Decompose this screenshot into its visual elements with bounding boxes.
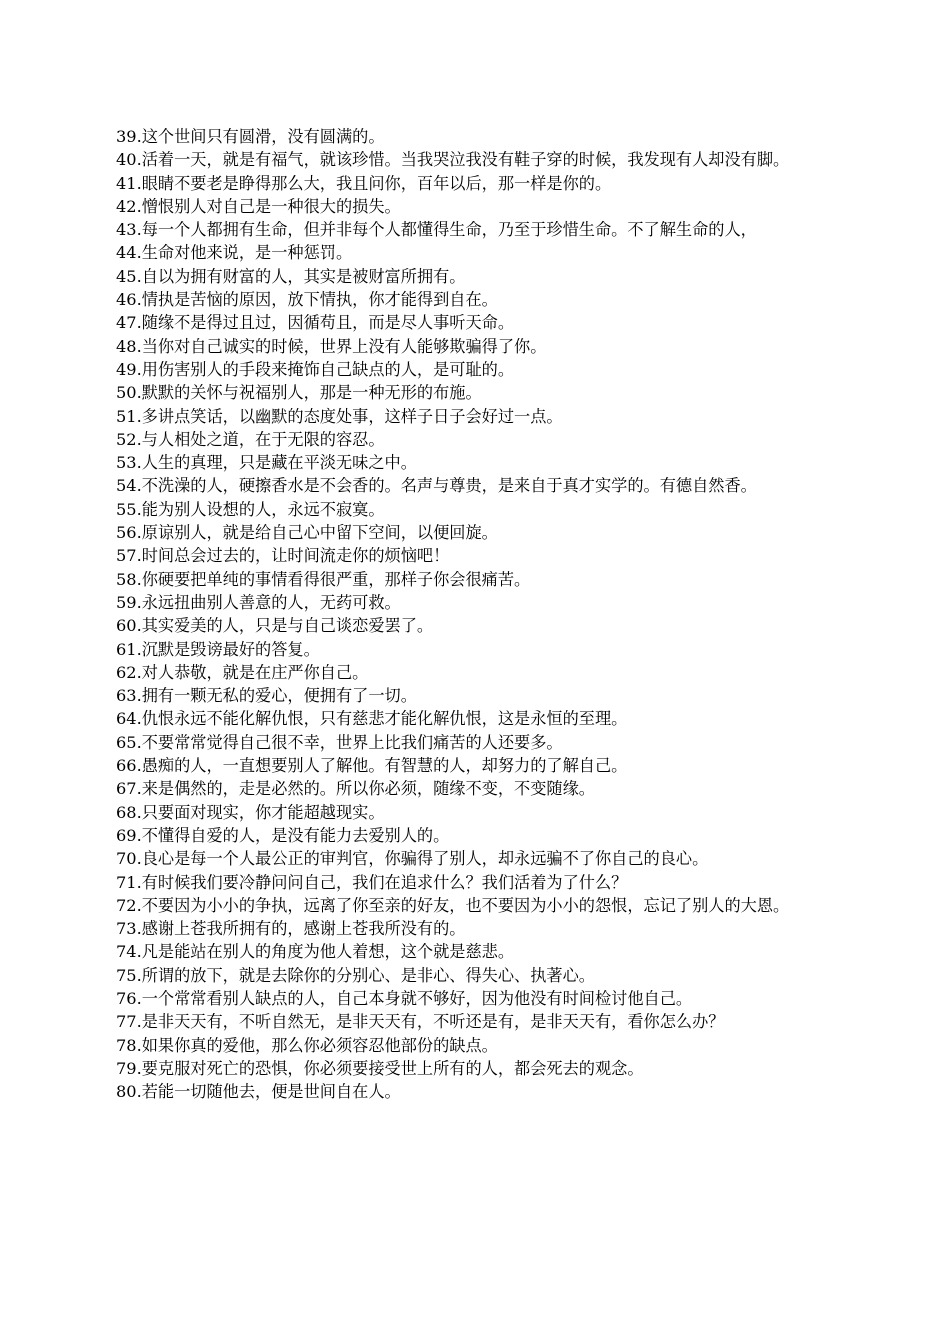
quote-line: 71.有时候我们要冷静问问自己，我们在追求什么？我们活着为了什么？ (116, 872, 628, 892)
quote-line: 58.你硬要把单纯的事情看得很严重，那样子你会很痛苦。 (116, 569, 531, 589)
quote-line: 40.活着一天，就是有福气，就该珍惜。当我哭泣我没有鞋子穿的时候，我发现有人却没有脚。 (116, 150, 790, 170)
quote-line: 49.用伤害别人的手段来掩饰自己缺点的人，是可耻的。 (116, 359, 515, 379)
quote-line: 63.拥有一颗无私的爱心，便拥有了一切。 (116, 686, 417, 706)
quote-line: 79.要克服对死亡的恐惧，你必须要接受世上所有的人，都会死去的观念。 (116, 1058, 644, 1078)
quote-line: 59.永远扭曲别人善意的人，无药可救。 (116, 592, 401, 612)
quote-line: 42.憎恨别人对自己是一种很大的损失。 (116, 196, 401, 216)
quote-line: 41.眼睛不要老是睁得那么大，我且问你，百年以后，那一样是你的。 (116, 173, 612, 193)
quote-line: 60.其实爱美的人，只是与自己谈恋爱罢了。 (116, 616, 434, 636)
quote-line: 77.是非天天有，不听自然无，是非天天有，不听还是有，是非天天有，看你怎么办？ (116, 1012, 725, 1032)
quote-line: 78.如果你真的爱他，那么你必须容忍他部份的缺点。 (116, 1035, 498, 1055)
quote-line: 53.人生的真理，只是藏在平淡无味之中。 (116, 453, 417, 473)
quote-line: 52.与人相处之道，在于无限的容忍。 (116, 429, 385, 449)
quote-line: 69.不懂得自爱的人，是没有能力去爱别人的。 (116, 825, 450, 845)
quote-line: 76.一个常常看别人缺点的人，自己本身就不够好，因为他没有时间检讨他自己。 (116, 988, 693, 1008)
quote-line: 66.愚痴的人，一直想要别人了解他。有智慧的人，却努力的了解自己。 (116, 756, 628, 776)
quote-line: 50.默默的关怀与祝福别人，那是一种无形的布施。 (116, 383, 482, 403)
quote-line: 74.凡是能站在别人的角度为他人着想，这个就是慈悲。 (116, 942, 515, 962)
quote-line: 61.沉默是毁谤最好的答复。 (116, 639, 320, 659)
quote-line: 75.所谓的放下，就是去除你的分别心、是非心、得失心、执著心。 (116, 965, 595, 985)
quote-line: 56.原谅别人，就是给自己心中留下空间，以便回旋。 (116, 523, 498, 543)
quote-line: 68.只要面对现实，你才能超越现实。 (116, 802, 385, 822)
quote-line: 67.来是偶然的，走是必然的。所以你必须，随缘不变，不变随缘。 (116, 779, 595, 799)
quote-line: 55.能为别人设想的人，永远不寂寞。 (116, 499, 385, 519)
quote-line: 39.这个世间只有圆滑，没有圆满的。 (116, 127, 385, 146)
quote-line: 62.对人恭敬，就是在庄严你自己。 (116, 662, 369, 682)
quote-line: 57.时间总会过去的，让时间流走你的烦恼吧！ (116, 546, 450, 566)
quote-line: 51.多讲点笑话，以幽默的态度处事，这样子日子会好过一点。 (116, 406, 563, 426)
quote-line: 54.不洗澡的人，硬擦香水是不会香的。名声与尊贵，是来自于真才实学的。有德自然香。 (116, 476, 757, 496)
quote-line: 43.每一个人都拥有生命，但并非每个人都懂得生命，乃至于珍惜生命。不了解生命的人， (116, 220, 757, 240)
document-body (116, 125, 848, 1103)
quote-line: 45.自以为拥有财富的人，其实是被财富所拥有。 (116, 266, 466, 286)
quote-line: 47.随缘不是得过且过，因循苟且，而是尽人事听天命。 (116, 313, 515, 333)
quote-line: 44.生命对他来说，是一种惩罚。 (116, 243, 353, 263)
quote-line: 48.当你对自己诚实的时候，世界上没有人能够欺骗得了你。 (116, 336, 547, 356)
quote-line: 73.感谢上苍我所拥有的，感谢上苍我所没有的。 (116, 919, 466, 939)
quote-line: 70.良心是每一个人最公正的审判官，你骗得了别人，却永远骗不了你自己的良心。 (116, 849, 709, 869)
quote-line: 46.情执是苦恼的原因，放下情执，你才能得到自在。 (116, 290, 498, 310)
quote-line: 80.若能一切随他去，便是世间自在人。 (116, 1082, 401, 1102)
quote-line: 65.不要常常觉得自己很不幸，世界上比我们痛苦的人还要多。 (116, 732, 563, 752)
quote-line: 64.仇恨永远不能化解仇恨，只有慈悲才能化解仇恨，这是永恒的至理。 (116, 709, 628, 729)
quote-line: 72.不要因为小小的争执，远离了你至亲的好友，也不要因为小小的怨恨，忘记了别人的大恩。 (116, 895, 790, 915)
